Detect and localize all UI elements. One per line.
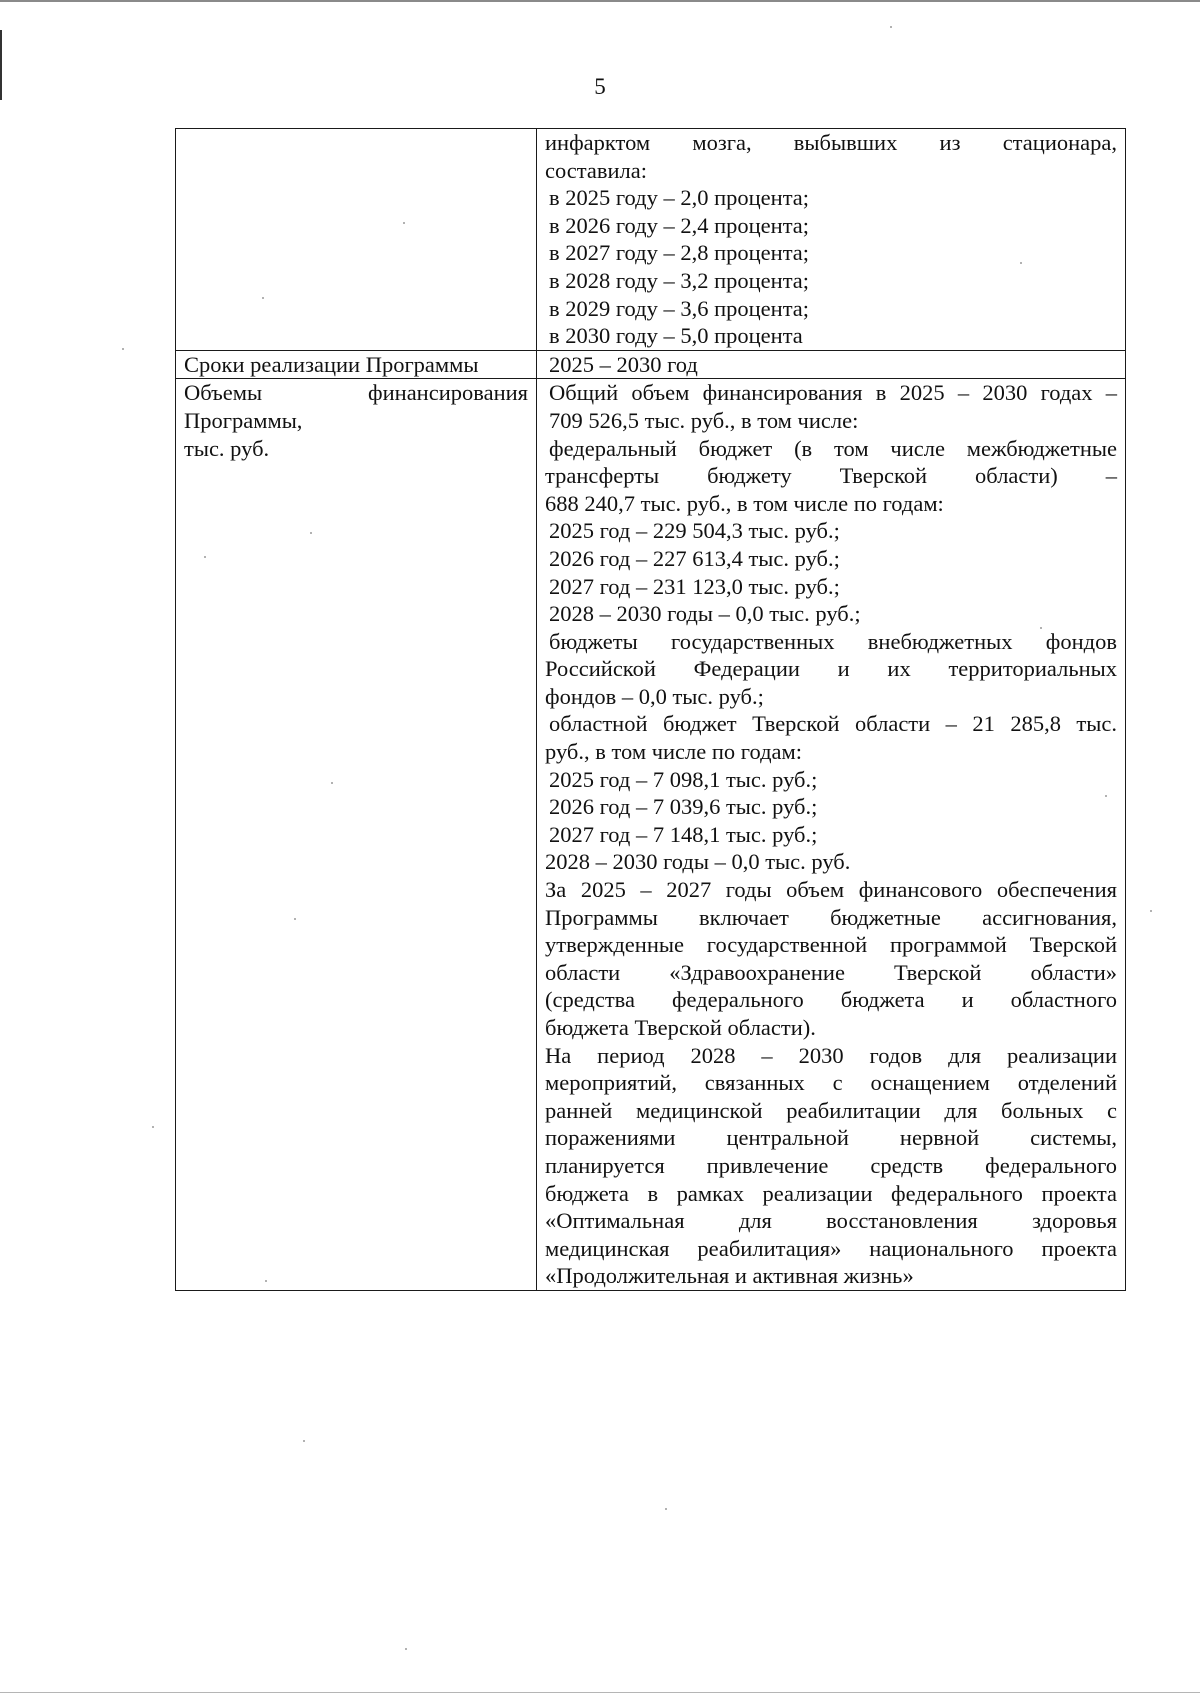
scan-speck: [303, 1440, 305, 1442]
row2-right-cell: [537, 350, 1126, 379]
text-line: бюджета в рамках реализации федерального проекта: [545, 1180, 1117, 1206]
scan-edge-bottom: [0, 1692, 1200, 1693]
scan-speck: [152, 1126, 154, 1128]
financing-label-line: Программы,: [184, 407, 303, 433]
implementation-period-label: Сроки реализации Программы: [184, 351, 479, 377]
text-line: «Оптимальная для восстановления здоровья: [545, 1208, 1117, 1234]
text-line: утвержденные государственной программой Тверской: [545, 932, 1117, 958]
text-line: в 2027 году – 2,8 процента;: [549, 240, 810, 266]
text-line: бюджета Тверской области).: [545, 1015, 816, 1040]
text-line: инфарктом мозга, выбывших из стационара,: [545, 130, 1117, 155]
text-line: 709 526,5 тыс. руб., в том числе:: [549, 407, 859, 433]
text-line: руб., в том числе по годам:: [545, 739, 802, 765]
text-line: медицинская реабилитация» национального проекта: [545, 1235, 1117, 1261]
financing-label-line: тыс. руб.: [184, 435, 270, 461]
scan-speck: [1020, 262, 1022, 264]
scan-speck: [204, 556, 206, 558]
scan-speck: [262, 297, 264, 299]
text-line: 2026 год – 227 613,4 тыс. руб.;: [549, 545, 840, 571]
text-line: Российской Федерации и их территориальных: [545, 656, 1117, 682]
table-row-financing: [176, 379, 1126, 1291]
text-line: За 2025 – 2027 годы объем финансового обеспечения: [545, 877, 1117, 903]
scan-speck: [1150, 910, 1152, 912]
text-line: поражениями центральной нервной системы,: [545, 1125, 1117, 1151]
text-line: 2027 год – 231 123,0 тыс. руб.;: [549, 573, 840, 599]
text-line: ранней медицинской реабилитации для больных с: [545, 1097, 1117, 1123]
text-line: планируется привлечение средств федерального: [545, 1152, 1117, 1178]
row1-left-cell: [176, 129, 537, 351]
text-line: 2025 год – 229 504,3 тыс. руб.;: [549, 518, 840, 544]
scan-speck: [1040, 627, 1042, 629]
table-row-implementation-period: [176, 350, 1126, 379]
text-line: 2028 – 2030 годы – 0,0 тыс. руб.: [545, 849, 851, 875]
text-line: Программы включает бюджетные ассигнования,: [545, 904, 1117, 930]
scan-edge-top: [0, 0, 1200, 2]
text-line: в 2025 году – 2,0 процента;: [549, 185, 810, 211]
text-line: 2026 год – 7 039,6 тыс. руб.;: [549, 794, 818, 820]
row1-right-cell: [537, 129, 1126, 351]
scan-speck: [331, 782, 333, 784]
scan-speck: [890, 26, 892, 28]
row2-left-cell: [176, 350, 537, 379]
financing-label-line: Объемы финансирования: [184, 380, 528, 406]
table-row-indicator-continuation: [176, 129, 1126, 351]
text-line: в 2030 году – 5,0 процента: [549, 323, 803, 349]
text-line: в 2026 году – 2,4 процента;: [549, 212, 810, 238]
text-line: 2025 год – 7 098,1 тыс. руб.;: [549, 766, 818, 792]
text-line: 688 240,7 тыс. руб., в том числе по годам:: [545, 490, 944, 516]
text-line: «Продолжительная и активная жизнь»: [545, 1263, 914, 1289]
scan-speck: [122, 348, 124, 350]
scan-speck: [403, 222, 405, 224]
implementation-period-value: 2025 – 2030 год: [549, 351, 698, 377]
text-line: трансферты бюджету Тверской области) –: [545, 463, 1117, 489]
scan-speck: [294, 918, 296, 920]
text-line: бюджеты государственных внебюджетных фондов: [549, 628, 1117, 654]
program-passport-table: [175, 128, 1126, 1291]
scan-speck: [310, 532, 312, 534]
text-line: составила:: [545, 157, 648, 183]
text-line: Общий объем финансирования в 2025 – 2030 годах –: [549, 380, 1117, 406]
row3-left-cell: [176, 379, 537, 1291]
text-line: в 2029 году – 3,6 процента;: [549, 295, 810, 321]
text-line: областной бюджет Тверской области – 21 285,8 тыс.: [549, 711, 1117, 737]
text-line: 2028 – 2030 годы – 0,0 тыс. руб.;: [549, 601, 861, 627]
scan-speck: [665, 1508, 667, 1510]
text-line: 2027 год – 7 148,1 тыс. руб.;: [549, 821, 818, 847]
text-line: фондов – 0,0 тыс. руб.;: [545, 683, 764, 709]
text-line: мероприятий, связанных с оснащением отделений: [545, 1070, 1117, 1096]
text-line: федеральный бюджет (в том числе межбюджетные: [549, 435, 1117, 461]
text-line: На период 2028 – 2030 годов для реализации: [545, 1042, 1117, 1068]
scan-speck: [1105, 795, 1107, 797]
scan-speck: [405, 1648, 407, 1650]
text-line: в 2028 году – 3,2 процента;: [549, 267, 810, 293]
row3-right-cell: [537, 379, 1126, 1291]
scan-speck: [265, 1280, 267, 1282]
text-line: (средства федерального бюджета и областного: [545, 987, 1117, 1013]
text-line: области «Здравоохранение Тверской области»: [545, 959, 1117, 985]
page-number: 5: [594, 74, 606, 99]
